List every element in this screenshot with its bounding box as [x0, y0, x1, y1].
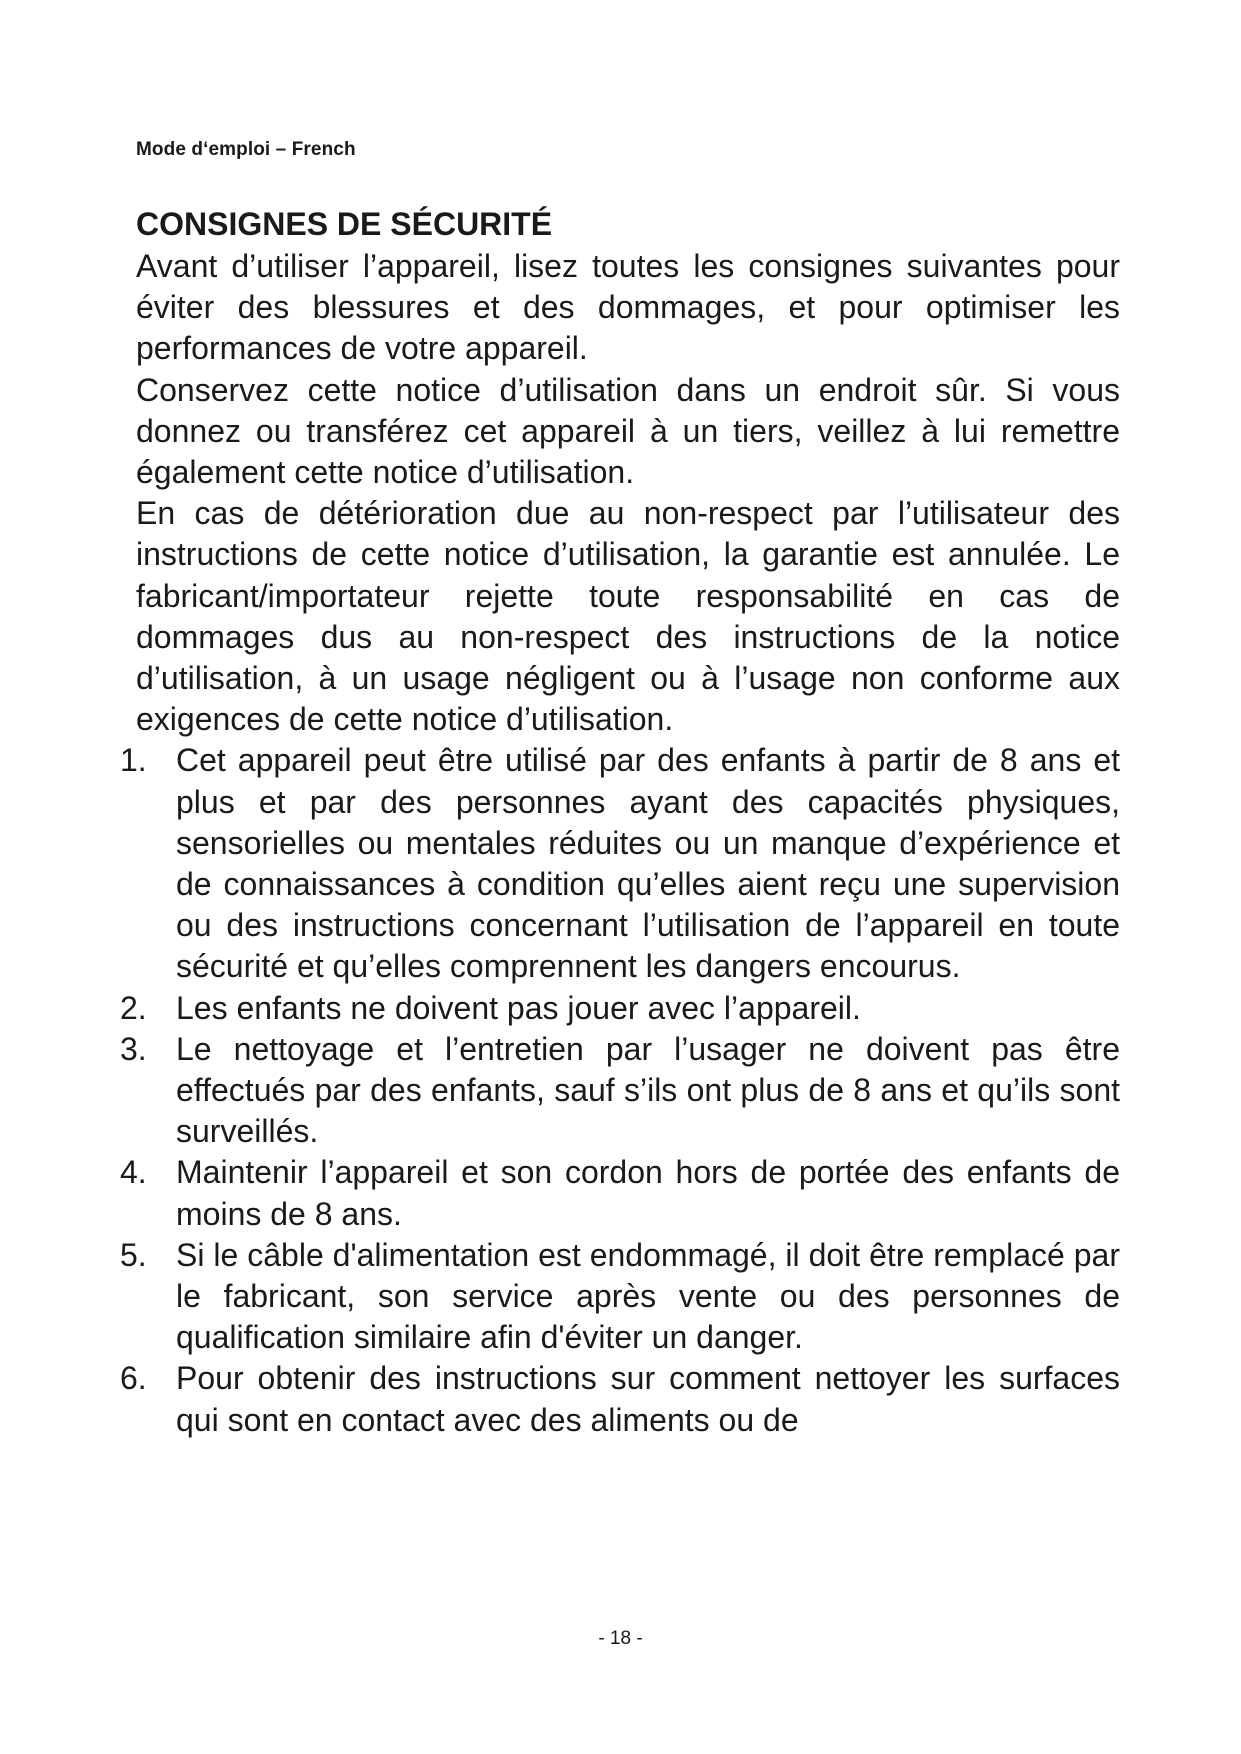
paragraph-intro: Avant d’utiliser l’appareil, lisez toutes les consignes suivantes pour éviter des blessures et des dommages, et pour optimiser les performances de votre appareil.: [136, 248, 1120, 367]
list-item-number: 1.: [120, 742, 147, 779]
page-number: - 18 -: [598, 1628, 643, 1649]
list-item: [120, 1358, 1120, 1440]
list-item-text: Cet appareil peut être utilisé par des enfants à partir de 8 ans et plus et par des personnes ayant des capacités physiques, sensorielles ou mentales réduites ou un manque d’expérience et de connaissances à condition qu’elles aient reçu une supervision ou des instructions concernant l’utilisation de l’appareil en toute sécurité et qu’elles comprennent les dangers encourus.: [176, 742, 1120, 985]
manual-language-label: Mode d‘emploi – French: [136, 139, 356, 160]
list-item-text: Le nettoyage et l’entretien par l’usager ne doivent pas être effectués par des enfants, sauf s’ils ont plus de 8 ans et qu’ils sont surveillés.: [176, 1030, 1120, 1150]
list-item-number: 4.: [120, 1154, 147, 1191]
list-item: [120, 740, 1120, 987]
list-item-text: Si le câble d'alimentation est endommagé, il doit être remplacé par le fabricant, son service après vente ou des personnes de qualification similaire afin d'éviter un danger.: [176, 1236, 1120, 1356]
list-item-text: Maintenir l’appareil et son cordon hors de portée des enfants de moins de 8 ans.: [176, 1154, 1120, 1232]
list-item-number: 6.: [120, 1360, 147, 1397]
list-item: [120, 1235, 1120, 1359]
list-item-text: Pour obtenir des instructions sur comment nettoyer les surfaces qui sont en contact avec des aliments ou de: [176, 1360, 1120, 1438]
list-item: [120, 1152, 1120, 1234]
safety-section: [120, 202, 1120, 1441]
list-item-number: 3.: [120, 1030, 147, 1067]
list-item: [120, 1029, 1120, 1153]
list-item-number: 2.: [120, 989, 147, 1026]
safety-list: [120, 740, 1120, 1440]
paragraph-warranty: En cas de détérioration due au non-respect par l’utilisateur des instructions de cette notice d’utilisation, la garantie est annulée. Le fabricant/importateur rejette toute responsabilité en cas de dommages dus au non-respect des instructions de la notice d’utilisation, à un usage négligent ou à l’usage non conforme aux exigences de cette notice d’utilisation.: [136, 495, 1120, 738]
paragraph-keep-notice: Conservez cette notice d’utilisation dans un endroit sûr. Si vous donnez ou transférez cet appareil à un tiers, veillez à lui remettre également cette notice d’utilisation.: [136, 371, 1120, 491]
list-item-number: 5.: [120, 1236, 147, 1273]
list-item-text: Les enfants ne doivent pas jouer avec l’appareil.: [176, 989, 861, 1026]
section-title: CONSIGNES DE SÉCURITÉ: [136, 206, 553, 242]
list-item: [120, 988, 1120, 1029]
